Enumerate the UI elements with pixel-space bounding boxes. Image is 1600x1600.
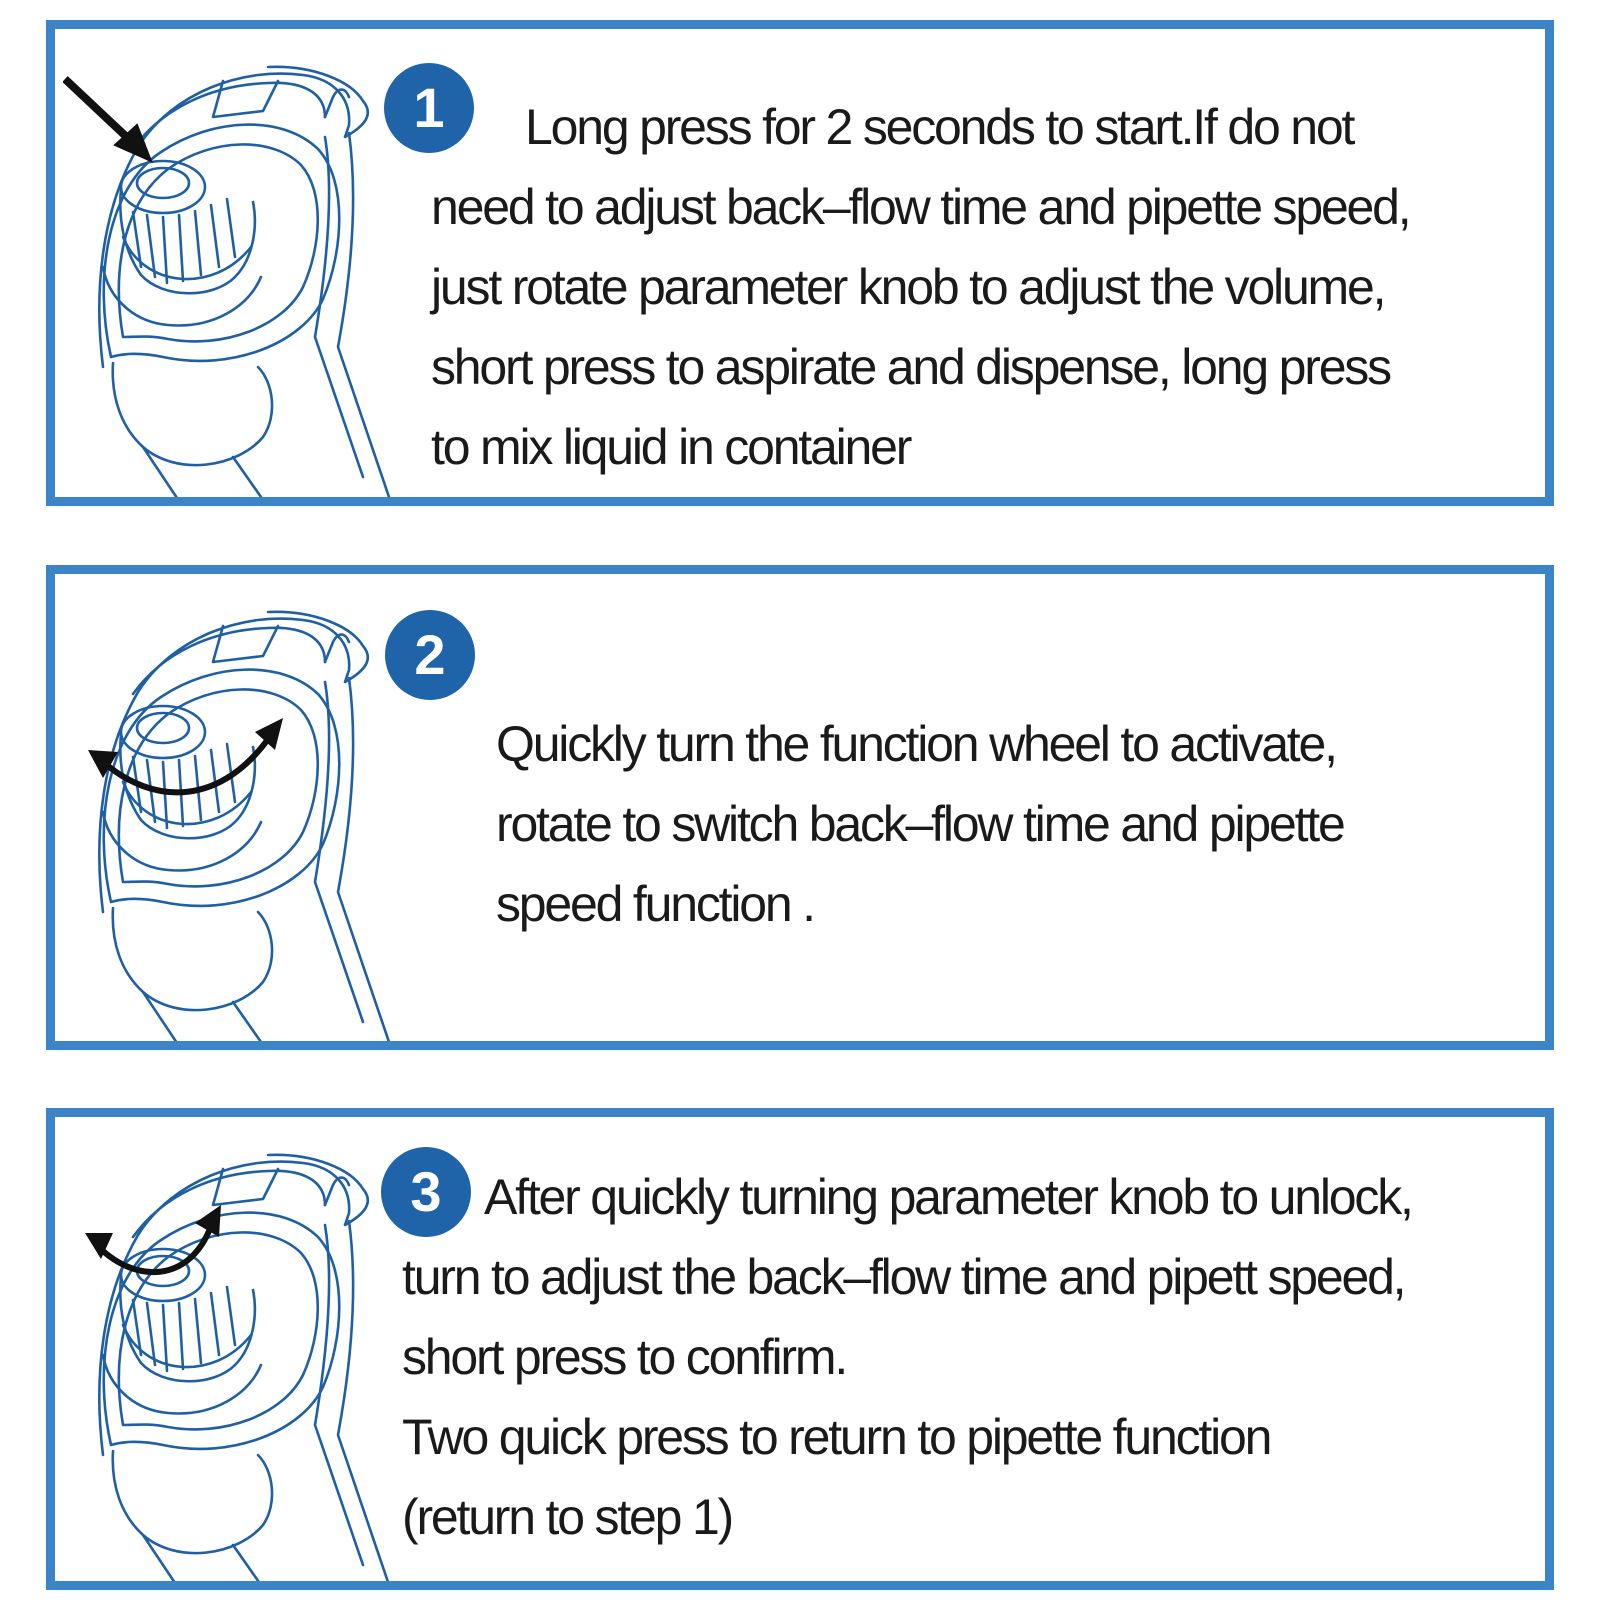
instruction-line: just rotate parameter knob to adjust the volume, <box>431 259 1385 315</box>
step-1-panel <box>46 20 1554 506</box>
instruction-line: rotate to switch back–flow time and pipette <box>496 796 1344 852</box>
step-3-panel <box>46 1108 1554 1590</box>
instruction-line: short press to aspirate and dispense, long press <box>431 339 1390 395</box>
instruction-line: Quickly turn the function wheel to activate, <box>496 716 1336 772</box>
instruction-line: Long press for 2 seconds to start.If do not <box>525 99 1354 155</box>
step-number-badge: 3 <box>381 1147 471 1237</box>
instruction-line: turn to adjust the back–flow time and pipett speed, <box>402 1249 1405 1305</box>
instruction-line: short press to confirm. <box>402 1329 847 1385</box>
step-2-instructions <box>496 704 1344 944</box>
instruction-line: Two quick press to return to pipette function <box>402 1409 1271 1465</box>
rotate-arrow-icon <box>101 732 273 792</box>
instruction-line: to mix liquid in container <box>431 419 911 475</box>
instruction-line: After quickly turning parameter knob to unlock, <box>484 1169 1412 1225</box>
step-2-panel <box>46 565 1554 1050</box>
press-arrow-icon <box>65 79 151 161</box>
instruction-line: speed function . <box>496 876 814 932</box>
instruction-line: (return to step 1) <box>402 1489 733 1545</box>
step-3-instructions <box>402 1157 1412 1557</box>
step-1-instructions <box>431 87 1409 487</box>
step-number-badge: 1 <box>384 63 474 153</box>
instruction-line: need to adjust back–flow time and pipette speed, <box>431 179 1410 235</box>
step-number-badge: 2 <box>385 610 475 700</box>
